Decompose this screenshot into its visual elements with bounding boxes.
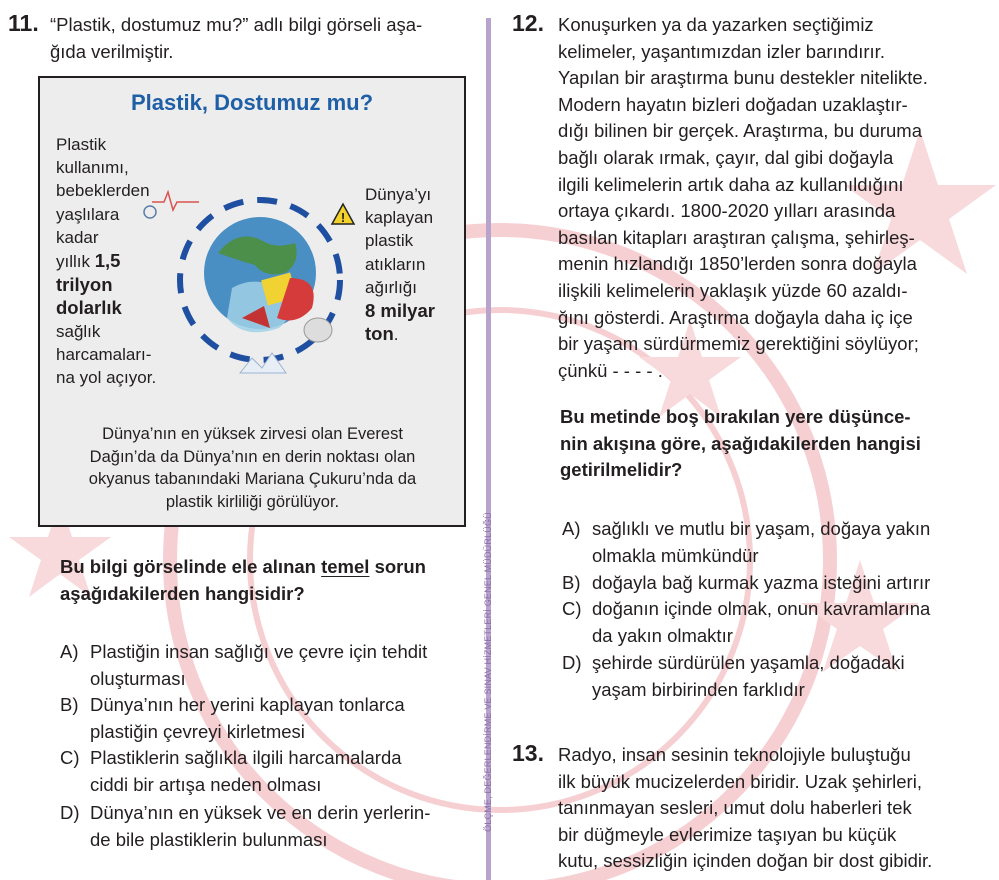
svg-text:!: ! (340, 210, 346, 225)
question-11-intro: “Plastik, dostumuz mu?” adlı bilgi görseli aşa- ğıda verilmiştir. (50, 14, 423, 62)
question-12-number: 12. (512, 10, 544, 36)
question-11-prompt: Bu bilgi görselinde ele alınan temel sorun aşağıdakilerden hangisidir? (60, 556, 426, 604)
question-13-passage: Radyo, insan sesinin teknolojiyle buluştuğu ilk büyük mucizelerden biridir. Uzak şehirleri, tanınmayan sesleri, umut dolu haberleri tek bir düğmeyle evlerimize taşıyan bu küçük kutu, sessizliğin içinden doğan bir dost gibidir. (558, 744, 933, 872)
globe-illustration (140, 168, 370, 398)
question-13-number: 13. (512, 740, 544, 766)
heartbeat-icon (152, 192, 199, 210)
stethoscope-icon (144, 206, 156, 218)
question-11-number: 11. (8, 10, 39, 36)
question-12-prompt: Bu metinde boş bırakılan yere düşünce- nin akışına göre, aşağıdakilerden hangisi getirilmelidir? (560, 406, 921, 481)
infographic-footer: Dünya’nın en yüksek zirvesi olan Everest Dağın’da da Dünya’nın en derin noktası olan okyanus tabanındaki Mariana Çukuru’nda da plastik kirliliği görülüyor. (88, 425, 417, 511)
infographic-box (38, 76, 466, 527)
infographic-left-text: Plastik kullanımı, bebeklerden yaşlılara kadar yıllık 1,5 trilyon dolarlık sağlık harcamaları- na yol açıyor. (56, 135, 157, 388)
infographic-right-text: Dünya’yı kaplayan plastik atıkların ağırlığı 8 milyar ton. (365, 185, 435, 345)
infographic-title: Plastik, Dostumuz mu? (130, 90, 374, 115)
question-12-passage: Konuşurken ya da yazarken seçtiğimiz kelimeler, yaşantımızdan izler barındırır. Yapılan bir araştırma bunu destekler nitelikte. Modern hayatın bizleri doğadan uzaklaştır- dığı bilinen bir gerçek. Araştırma, bu duruma bağlı olarak ırmak, çayır, dal gibi doğayla ilgili kelimelerin artık daha az kullanıldığını ortaya çıkardı. 1800-2020 yılları arasında basılan kitapları araştıran çalışma, şehirleş- menin hızlandığı 1850’lerden sonra doğayla ilişkili kelimelerin yaklaşık yüzde 60 azaldı- ğını gösterdi. Araştırma doğayla daha iç içe bir yaşam sürdürmemiz gerektiğini söylüyor; çünkü - - - - . (558, 14, 928, 381)
